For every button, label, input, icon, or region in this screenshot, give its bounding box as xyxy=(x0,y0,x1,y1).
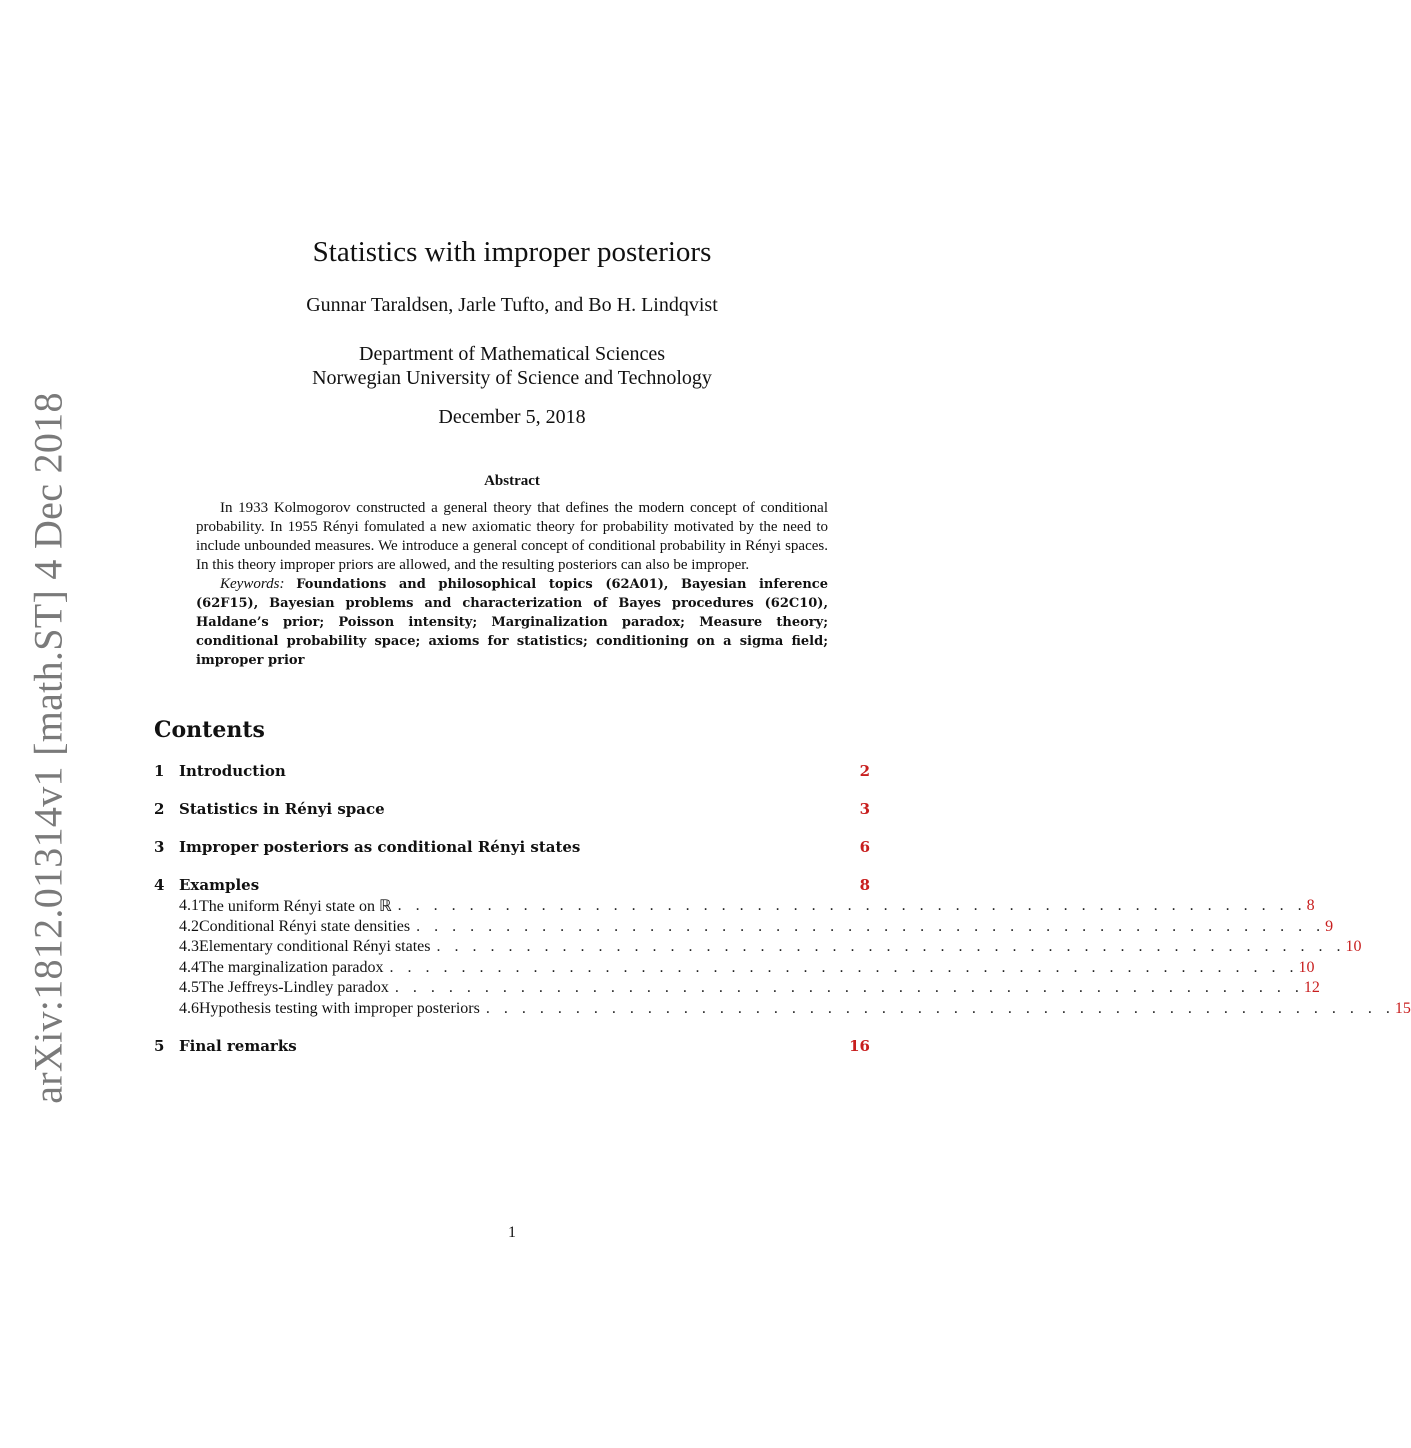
toc-section-3[interactable] xyxy=(154,836,870,858)
toc-subsection-4-1[interactable] xyxy=(154,896,1315,917)
toc-page-link[interactable]: 10 xyxy=(1345,938,1362,956)
toc-subsection-4-3[interactable] xyxy=(154,937,1362,958)
toc-section-1[interactable] xyxy=(154,760,870,782)
toc-subsection-4-4[interactable] xyxy=(154,958,1315,979)
keywords-paragraph xyxy=(196,575,828,670)
affiliation-department: Department of Mathematical Sciences xyxy=(359,343,665,365)
affiliation xyxy=(0,342,1024,390)
toc-section-2[interactable] xyxy=(154,798,870,820)
toc-subsection-number: 4.6 xyxy=(179,999,199,1017)
keywords-list: Foundations and philosophical topics (62A01), Bayesian inference (62F15), Bayesian problems and characterization of Bayes procedures (62C10), Haldane’s prior; Poisson intensity; Marginalization paradox; Measure theory; conditional probability space; axioms for statistics; conditioning on a sigma field; improper prior xyxy=(196,577,828,668)
toc-section-4[interactable] xyxy=(154,874,1411,1019)
toc-page-link[interactable]: 6 xyxy=(859,838,870,856)
affiliation-university: Norwegian University of Science and Technology xyxy=(312,367,712,389)
toc-section-number: 5 xyxy=(154,1037,165,1055)
toc-page-link[interactable]: 15 xyxy=(1394,999,1411,1017)
dot-leader: . . . . . . . . . . . . . . . . . . . . . . . . . . . . . . . . . . . . . . . . . . . . . . . . . . . xyxy=(436,938,1346,956)
toc-subsection-number: 4.1 xyxy=(179,897,199,915)
authors: Gunnar Taraldsen, Jarle Tufto, and Bo H. Lindqvist xyxy=(306,294,718,316)
keywords-label: Keywords: xyxy=(220,576,285,592)
abstract-body xyxy=(196,499,828,670)
contents-heading: Contents xyxy=(154,717,265,743)
toc-section-5[interactable] xyxy=(154,1035,870,1057)
toc-subsection-label: The marginalization paradox xyxy=(199,958,384,976)
paper-title: Statistics with improper posteriors xyxy=(312,236,712,268)
toc-section-number: 2 xyxy=(154,800,165,818)
toc-subsection-4-6[interactable] xyxy=(154,999,1411,1020)
page-number: 1 xyxy=(508,1224,516,1241)
toc-subsection-number: 4.2 xyxy=(179,917,199,935)
toc-section-number: 1 xyxy=(154,762,165,780)
toc-subsection-number: 4.3 xyxy=(179,938,199,956)
toc-page-link[interactable]: 8 xyxy=(1306,897,1315,915)
toc-page-link[interactable]: 10 xyxy=(1298,958,1315,976)
toc-section-number: 3 xyxy=(154,838,165,856)
toc-section-label: Improper posteriors as conditional Rényi states xyxy=(179,838,581,856)
dot-leader: . . . . . . . . . . . . . . . . . . . . . . . . . . . . . . . . . . . . . . . . . . . . . . . . . . . xyxy=(485,999,1395,1017)
toc-section-number: 4 xyxy=(154,876,165,894)
toc-subsection-label: The Jeffreys-Lindley paradox xyxy=(199,979,389,997)
toc-subsection-label: Conditional Rényi state densities xyxy=(199,917,411,935)
toc-page-link[interactable]: 8 xyxy=(859,876,870,894)
toc-page-link[interactable]: 9 xyxy=(1325,917,1334,935)
toc-section-label: Examples xyxy=(179,876,260,894)
toc-subsection-number: 4.5 xyxy=(179,979,199,997)
toc-page-link[interactable]: 3 xyxy=(859,800,870,818)
arxiv-stamp: arXiv:1812.01314v1 [math.ST] 4 Dec 2018 xyxy=(25,392,71,1104)
dot-leader: . . . . . . . . . . . . . . . . . . . . . . . . . . . . . . . . . . . . . . . . . . . . . . . . . . . xyxy=(416,917,1326,935)
abstract-heading: Abstract xyxy=(484,473,540,489)
dot-leader: . . . . . . . . . . . . . . . . . . . . . . . . . . . . . . . . . . . . . . . . . . . . . . . . . . . xyxy=(389,958,1299,976)
toc-subsection-label: Hypothesis testing with improper posteriors xyxy=(199,999,480,1017)
paper-date: December 5, 2018 xyxy=(438,406,586,428)
toc-page-link[interactable]: 2 xyxy=(859,762,870,780)
toc-subsection-label: The uniform Rényi state on ℝ xyxy=(199,898,392,916)
toc-subsection-number: 4.4 xyxy=(179,958,199,976)
toc-subsection-4-5[interactable] xyxy=(154,978,1320,999)
abstract-text: In 1933 Kolmogorov constructed a general theory that defines the modern concept of conditional probability. In 1955 Rényi fomulated a new axiomatic theory for probability motivated by the need to include unbounded measures. We introduce a general concept of conditional probability in Rényi spaces. In this theory improper priors are allowed, and the resulting posteriors can also be improper. xyxy=(196,500,828,573)
toc-subsection-label: Elementary conditional Rényi states xyxy=(199,938,431,956)
toc-section-label: Statistics in Rényi space xyxy=(179,800,385,818)
toc-section-label: Introduction xyxy=(179,762,286,780)
toc-page-link[interactable]: 16 xyxy=(849,1037,870,1055)
toc-subsection-4-2[interactable] xyxy=(154,917,1334,938)
toc-section-label: Final remarks xyxy=(179,1037,297,1055)
dot-leader: . . . . . . . . . . . . . . . . . . . . . . . . . . . . . . . . . . . . . . . . . . . . . . . . . . . xyxy=(397,897,1307,915)
toc-page-link[interactable]: 12 xyxy=(1303,979,1320,997)
dot-leader: . . . . . . . . . . . . . . . . . . . . . . . . . . . . . . . . . . . . . . . . . . . . . . . . . . . xyxy=(394,979,1304,997)
